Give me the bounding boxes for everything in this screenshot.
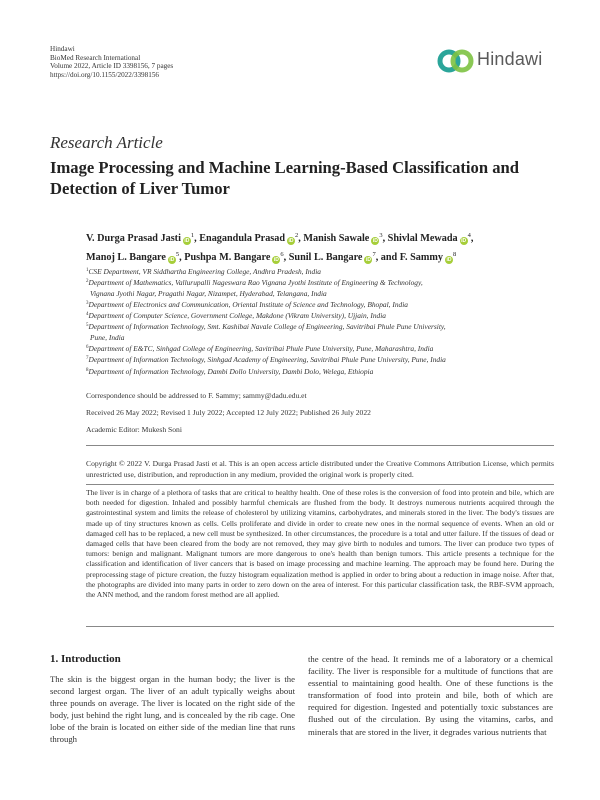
body-column-left: The skin is the biggest organ in the human body; the liver is the second largest organ. The liver of an adult typically weighs about three pounds on average. The liver is located on the right side of the body, just behind the right lung, and is concealed by the rib cage. One lobe of the brain is located on either side of the median line that runs through <box>50 674 295 745</box>
journal-name: BioMed Research International <box>50 53 141 62</box>
journal-info <box>50 45 173 79</box>
affiliation: $^7$Department of Information Technology, Sinhgad Academy of Engineering, Savitribai Phule Pune University, Pune, India <box>86 355 446 365</box>
orcid-icon[interactable]: iD <box>288 238 294 244</box>
copyright-notice: Copyright © 2022 V. Durga Prasad Jasti et al. This is an open access article distributed under the Creative Commons Attribution License, which permits unrestricted use, distribution, and reproduction in any medium, provided the original work is properly cited. <box>86 459 554 479</box>
orcid-icon[interactable]: iD <box>184 238 190 244</box>
author: Pushpa M. Bangare $iD^6$, <box>184 250 287 263</box>
author-and: and <box>380 251 398 263</box>
divider <box>86 484 554 485</box>
divider <box>86 445 554 446</box>
correspondence: Correspondence should be addressed to F. Sammy; sammy@dadu.edu.et <box>86 391 307 400</box>
affiliation: $^5$Department of Information Technology, Smt. Kashibai Navale College of Engineering, Savitribai Phule Pune University, <box>86 322 446 332</box>
orcid-icon[interactable]: iD <box>365 256 371 263</box>
affiliation-list <box>86 266 556 377</box>
orcid-icon[interactable]: iD <box>273 256 279 263</box>
affiliation: $^8$Department of Information Technology, Dambi Dollo University, Dambi Dolo, Welega, Ethiopia <box>86 366 374 376</box>
doi-link[interactable]: https://doi.org/10.1155/2022/3398156 <box>50 70 160 79</box>
publisher-name: Hindawi <box>50 45 75 53</box>
affiliation: $^4$Department of Computer Science, Government College, Makdone (Vikram University), Ujjain, India <box>86 311 386 321</box>
section-heading: 1. Introduction <box>50 653 121 665</box>
logo-text: Hindawi <box>477 49 543 69</box>
affiliation-continuation: Pune, India <box>90 332 125 342</box>
affiliation-continuation: Vignana Jyothi Nagar, Pragathi Nagar, Nizampet, Hyderabad, Telangana, India <box>90 288 327 298</box>
affiliation: $^3$Department of Electronics and Communication, Oriental Institute of Science and Technology, Bhopal, India <box>86 299 408 309</box>
article-title: Image Processing and Machine Learning-Based Classification and Detection of Liver Tumor <box>50 158 519 198</box>
author: F. Sammy $iD^8$ <box>399 250 457 263</box>
affiliation: $^2$Department of Mathematics, Vallurupalli Nageswara Rao Vignana Jyothi Institute of Engineering & Technology, <box>86 278 423 288</box>
author: Manish Sawale $iD^3$, <box>303 232 386 244</box>
orcid-icon[interactable]: iD <box>372 238 378 244</box>
author: V. Durga Prasad Jasti $iD^1$, <box>86 232 197 244</box>
academic-editor: Academic Editor: Mukesh Soni <box>86 425 182 434</box>
author-list <box>86 228 556 265</box>
orcid-icon[interactable]: iD <box>446 256 452 263</box>
divider <box>86 626 554 627</box>
author: Enagandula Prasad $iD^2$, <box>199 232 301 244</box>
volume-line: Volume 2022, Article ID 3398156, 7 pages <box>50 62 174 71</box>
abstract: The liver is in charge of a plethora of tasks that are critical to healthy health. One of these roles is the conversion of food into protein and bile, which are both needed for digestion. Inhaled and possibly harmful chemicals are flushed from the body. It destroys numerous nutrients acquired through the gastrointestinal system and limits the release of cholesterol by utilizing vitamins, carbohydrates, and minerals stored in the liver. The body's tissues are made up of tiny structures known as cells. Cells proliferate and divide in order to create new ones in the normal sequence of events. When an old or damaged cell has to be replaced, a new cell must be synthesized. In other circumstances, the procedure is a total and utter failure. If the tissues of dead or damaged cells that have been cleared from the body are not removed, they may give birth to nodules and tumors. The liver can produce two types of tumors: benign and malignant. Malignant tumors are more dangerous to one's health than benign tumors. This article presents a technique for the classification and identification of liver cancers that is based on image processing and machine learning. The approach may be found here. During the preprocessing stage of picture creation, the fuzzy histogram equalization method is applied in order to bring about a reduction in image noise. After that, the photographs are divided into many parts in order to zero down on the area of interest. For this particular classification task, the RBF-SVM approach, the ANN method, and the random forest method are all applied. <box>86 488 554 600</box>
hindawi-logo-icon <box>437 46 475 76</box>
author: Manoj L. Bangare $iD^5$, <box>86 250 182 263</box>
orcid-icon[interactable]: iD <box>461 238 467 244</box>
affiliation: $^1$CSE Department, VR Siddhartha Engineering College, Andhra Pradesh, India <box>86 267 321 276</box>
article-type: Research Article <box>50 133 163 152</box>
publication-dates: Received 26 May 2022; Revised 1 July 2022; Accepted 12 July 2022; Published 26 July 2022 <box>86 408 371 417</box>
author: Shivlal Mewada $iD^4$, <box>387 232 474 244</box>
orcid-icon[interactable]: iD <box>169 256 175 263</box>
affiliation: $^6$Department of E&TC, Sinhgad College of Engineering, Savitribai Phule Pune University, Pune, Maharashtra, India <box>86 344 434 354</box>
hindawi-logo <box>437 46 555 76</box>
body-column-right: the centre of the head. It reminds me of a laboratory or a chemical facility. The liver is responsible for a multitude of functions that are essential to maintaining good health. One of these functions is the transformation of food into protein and bile, both of which are required for digestion. Ingested and potentially toxic substances are flushed out of the circulation. By using the vitamins, carbs, and minerals that are stored in the liver, it degrades various nutrients that <box>308 654 553 737</box>
author: Sunil L. Bangare $iD^7$, <box>288 250 379 263</box>
